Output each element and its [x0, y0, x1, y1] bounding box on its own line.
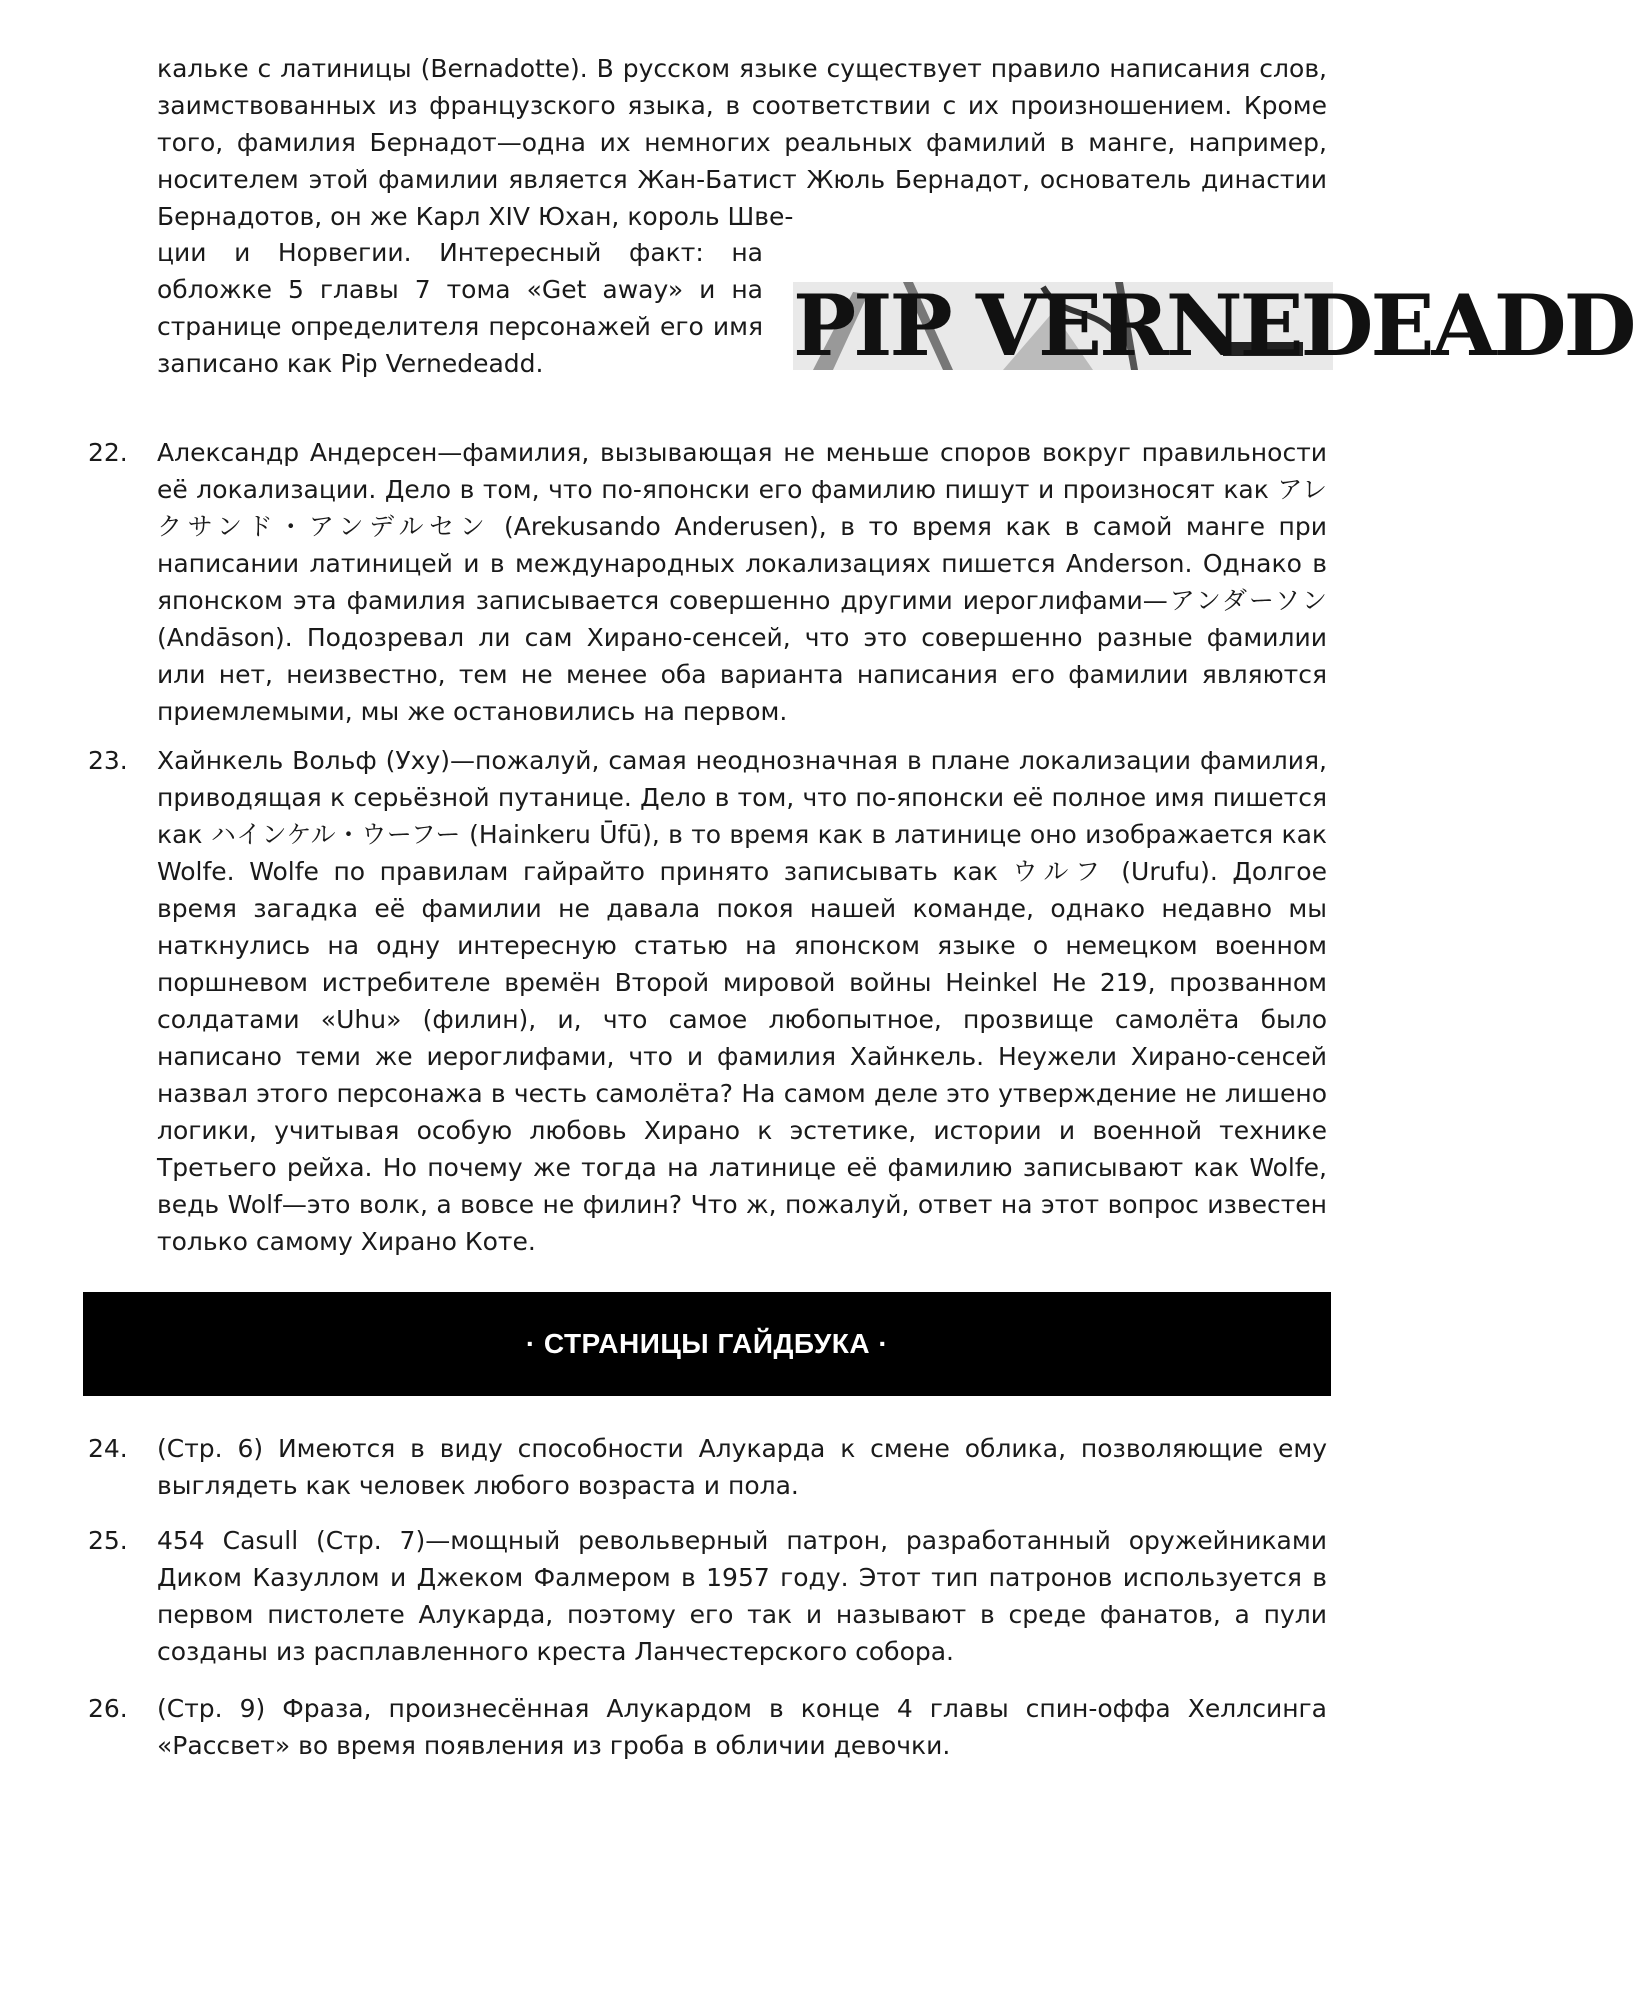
- logo-text: PIP VERNEDEADD: [793, 276, 1633, 375]
- pip-vernedeadd-logo-image: [793, 276, 1633, 375]
- note-number: 25.: [88, 1526, 128, 1555]
- note-text: Александр Андерсен—фамилия, вызывающая не меньше споров вокруг правильности её локализации. Дело в том, что по-японски его фамилию пишут и произносят как アレクサンド・アンデルセン (Arekusando Anderusen), в то время как в самой манге при написании латиницей и в международных локализациях пишется Anderson. Однако в японском эта фамилия записывается совершенно другими иероглифами—アンダーソン (Andāson). Подозревал ли сам Хирано-сенсей, что это совершенно разные фамилии или нет, неизвестно, тем не менее оба варианта написания его фамилии являются приемлемыми, мы же остановились на первом.: [157, 438, 1327, 726]
- note-number: 24.: [88, 1434, 128, 1463]
- section-banner: [83, 1292, 1331, 1396]
- note-text: (Стр. 9) Фраза, произнесённая Алукардом в конце 4 главы спин-оффа Хеллсинга «Рассвет» во время появления из гроба в обличии девочки.: [157, 1694, 1327, 1760]
- note-number: 23.: [88, 746, 128, 775]
- note-text: Хайнкель Вольф (Уху)—пожалуй, самая неоднозначная в плане локализации фамилия, приводящая к серьёзной путанице. Дело в том, что по-японски её полное имя пишется как ハインケル・ウーフー (Hainkeru Ūfū), в то время как в латинице оно изображается как Wolfe. Wolfe по правилам гайрайто принято записывать как ウルフ (Urufu). Долгое время загадка её фамилии не давала покоя нашей команде, однако недавно мы наткнулись на одну интересную статью на японском языке о немецком военном поршневом истребителе времён Второй мировой войны Heinkel He 219, прозванном солдатами «Uhu» (филин), и, что самое любопытное, прозвище самолёта было написано теми же иероглифами, что и фамилия Хайнкель. Неужели Хирано-сенсей назвал этого персонажа в честь самолёта? На самом деле это утверждение не лишено логики, учитывая особую любовь Хирано к эстетике, истории и военной технике Третьего рейха. Но почему же тогда на латинице её фамилию записывают как Wolfe, ведь Wolf—это волк, а вовсе не филин? Что ж, пожалуй, ответ на этот вопрос известен только самому Хирано Коте.: [157, 746, 1327, 1256]
- note-text: (Стр. 6) Имеются в виду способности Алукарда к смене облика, позволяющие ему выглядеть как человек любого возраста и пола.: [157, 1434, 1327, 1500]
- intro-paragraph-continued: ции и Норвегии. Интересный факт: на обложке 5 главы 7 тома «Get away» и на странице определителя персонажей его имя записано как Pip Vernedeadd.: [157, 238, 763, 378]
- note-text: 454 Casull (Стр. 7)—мощный револьверный патрон, разработанный оружейниками Диком Казуллом и Джеком Фалмером в 1957 году. Этот тип патронов используется в первом пистолете Алукарда, поэтому его так и называют в среде фанатов, а пули созданы из расплавленного креста Ланчестерского собора.: [157, 1526, 1327, 1666]
- section-title: · СТРАНИЦЫ ГАЙДБУКА ·: [525, 1328, 889, 1359]
- note-number: 22.: [88, 438, 128, 467]
- note-number: 26.: [88, 1694, 128, 1723]
- intro-paragraph: кальке с латиницы (Bernadotte). В русском языке существует правило написания слов, заимствованных из французского языка, в соответствии с их произношением. Кроме того, фамилия Бернадот—одна их немногих реальных фамилий в манге, например, носителем этой фамилии является Жан-Батист Жюль Бернадот, основатель династии Бернадотов, он же Карл XIV Юхан, король Шве-: [157, 54, 1327, 231]
